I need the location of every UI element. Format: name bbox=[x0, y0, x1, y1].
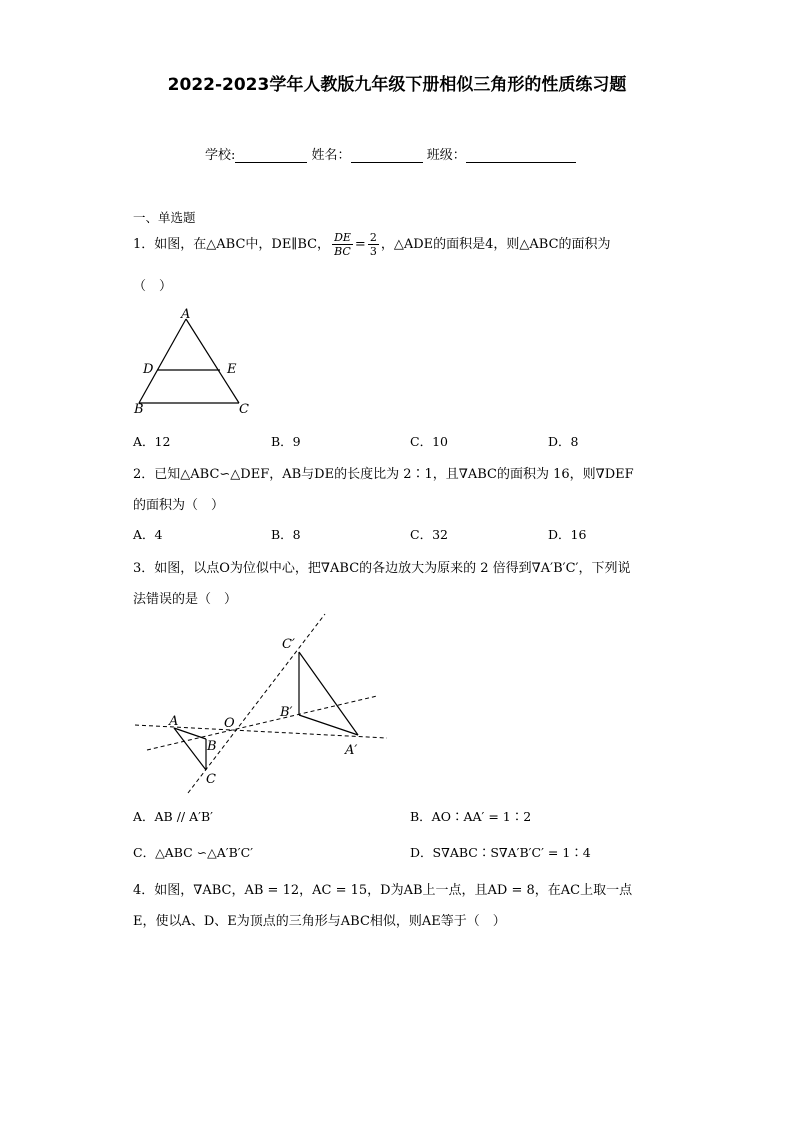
q2-option-d[interactable]: D．16 bbox=[548, 527, 587, 542]
q3-line-through-b bbox=[147, 696, 377, 750]
q1-equals: = bbox=[354, 237, 366, 252]
question-3-line1: 3．如图，以点O为位似中心，把∇ABC的各边放大为原来的 2 倍得到∇A′B′C′，下列说 bbox=[133, 561, 631, 576]
section-heading: 一、单选题 bbox=[133, 210, 196, 225]
q1-option-a[interactable]: A．12 bbox=[133, 434, 171, 449]
q1-label-d: D bbox=[143, 362, 154, 377]
q1-prefix: 1．如图，在△ABC中，DE∥BC， bbox=[133, 237, 331, 252]
q1-option-d[interactable]: D．8 bbox=[548, 434, 579, 449]
q3-label-b: B bbox=[207, 739, 217, 754]
page-title: 2022-2023学年人教版九年级下册相似三角形的性质练习题 bbox=[167, 75, 627, 95]
question-2-line1: 2．已知△ABC∽△DEF，AB与DE的长度比为 2∶1，且∇ABC的面积为 16，则∇DEF bbox=[133, 467, 634, 482]
q3-homothety-figure bbox=[125, 610, 395, 800]
q3-label-o: O bbox=[224, 716, 235, 731]
q3-side-a2b2 bbox=[299, 715, 358, 735]
q3-side-a2c2 bbox=[299, 652, 358, 735]
name-blank[interactable] bbox=[351, 148, 423, 163]
q1-option-b[interactable]: B．9 bbox=[271, 434, 301, 449]
q3-label-a: A bbox=[169, 714, 179, 729]
student-info-line bbox=[205, 144, 576, 163]
q3-option-a[interactable]: A．AB // A′B′ bbox=[133, 809, 213, 824]
question-2-line2: 的面积为（ ） bbox=[133, 498, 225, 513]
class-label: 班级： bbox=[426, 148, 466, 163]
class-blank[interactable] bbox=[466, 148, 576, 163]
q2-option-b[interactable]: B．8 bbox=[271, 527, 301, 542]
q2-option-c[interactable]: C．32 bbox=[410, 527, 448, 542]
question-4-line1: 4．如图，∇ABC，AB = 12，AC = 15，D为AB上一点，且AD = 8，在AC上取一点 bbox=[133, 883, 633, 898]
question-4-line2: E，使以A、D、E为顶点的三角形与ABC相似，则AE等于（ ） bbox=[133, 914, 506, 929]
school-label: 学校: bbox=[205, 148, 236, 163]
q3-label-a-prime: A′ bbox=[345, 743, 358, 758]
q1-triangle-figure bbox=[125, 305, 265, 420]
q1-label-a: A bbox=[181, 307, 191, 322]
q1-answer-paren: （ ） bbox=[133, 279, 173, 294]
q1-suffix: ，△ADE的面积是4，则△ABC的面积为 bbox=[380, 237, 611, 252]
q1-fraction-de-bc: $\frac{DE}{BC}$ bbox=[334, 231, 351, 258]
q2-option-a[interactable]: A．4 bbox=[133, 527, 163, 542]
q1-fraction-value: $\frac{2}{3}$ bbox=[369, 231, 377, 258]
q1-option-c[interactable]: C．10 bbox=[410, 434, 448, 449]
q3-label-b-prime: B′ bbox=[280, 705, 293, 720]
q1-label-c: C bbox=[239, 402, 249, 417]
q1-side-ac bbox=[186, 319, 239, 403]
q3-line-through-c bbox=[188, 614, 325, 793]
question-3-line2: 法错误的是（ ） bbox=[133, 592, 238, 607]
q3-label-c-prime: C′ bbox=[282, 637, 295, 652]
question-1-text bbox=[133, 231, 611, 258]
q3-option-d[interactable]: D．S∇ABC∶S∇A′B′C′ = 1∶4 bbox=[410, 845, 591, 860]
name-label: 姓名： bbox=[311, 148, 351, 163]
school-blank[interactable] bbox=[235, 148, 307, 163]
q3-side-ac bbox=[174, 728, 206, 770]
q3-option-b[interactable]: B．AO∶AA′ = 1∶2 bbox=[410, 809, 532, 824]
q3-option-c[interactable]: C．△ABC ∽△A′B′C′ bbox=[133, 845, 254, 860]
q1-label-b: B bbox=[134, 402, 144, 417]
q1-side-ab bbox=[139, 319, 186, 403]
q3-label-c: C bbox=[206, 772, 216, 787]
q1-label-e: E bbox=[227, 362, 237, 377]
